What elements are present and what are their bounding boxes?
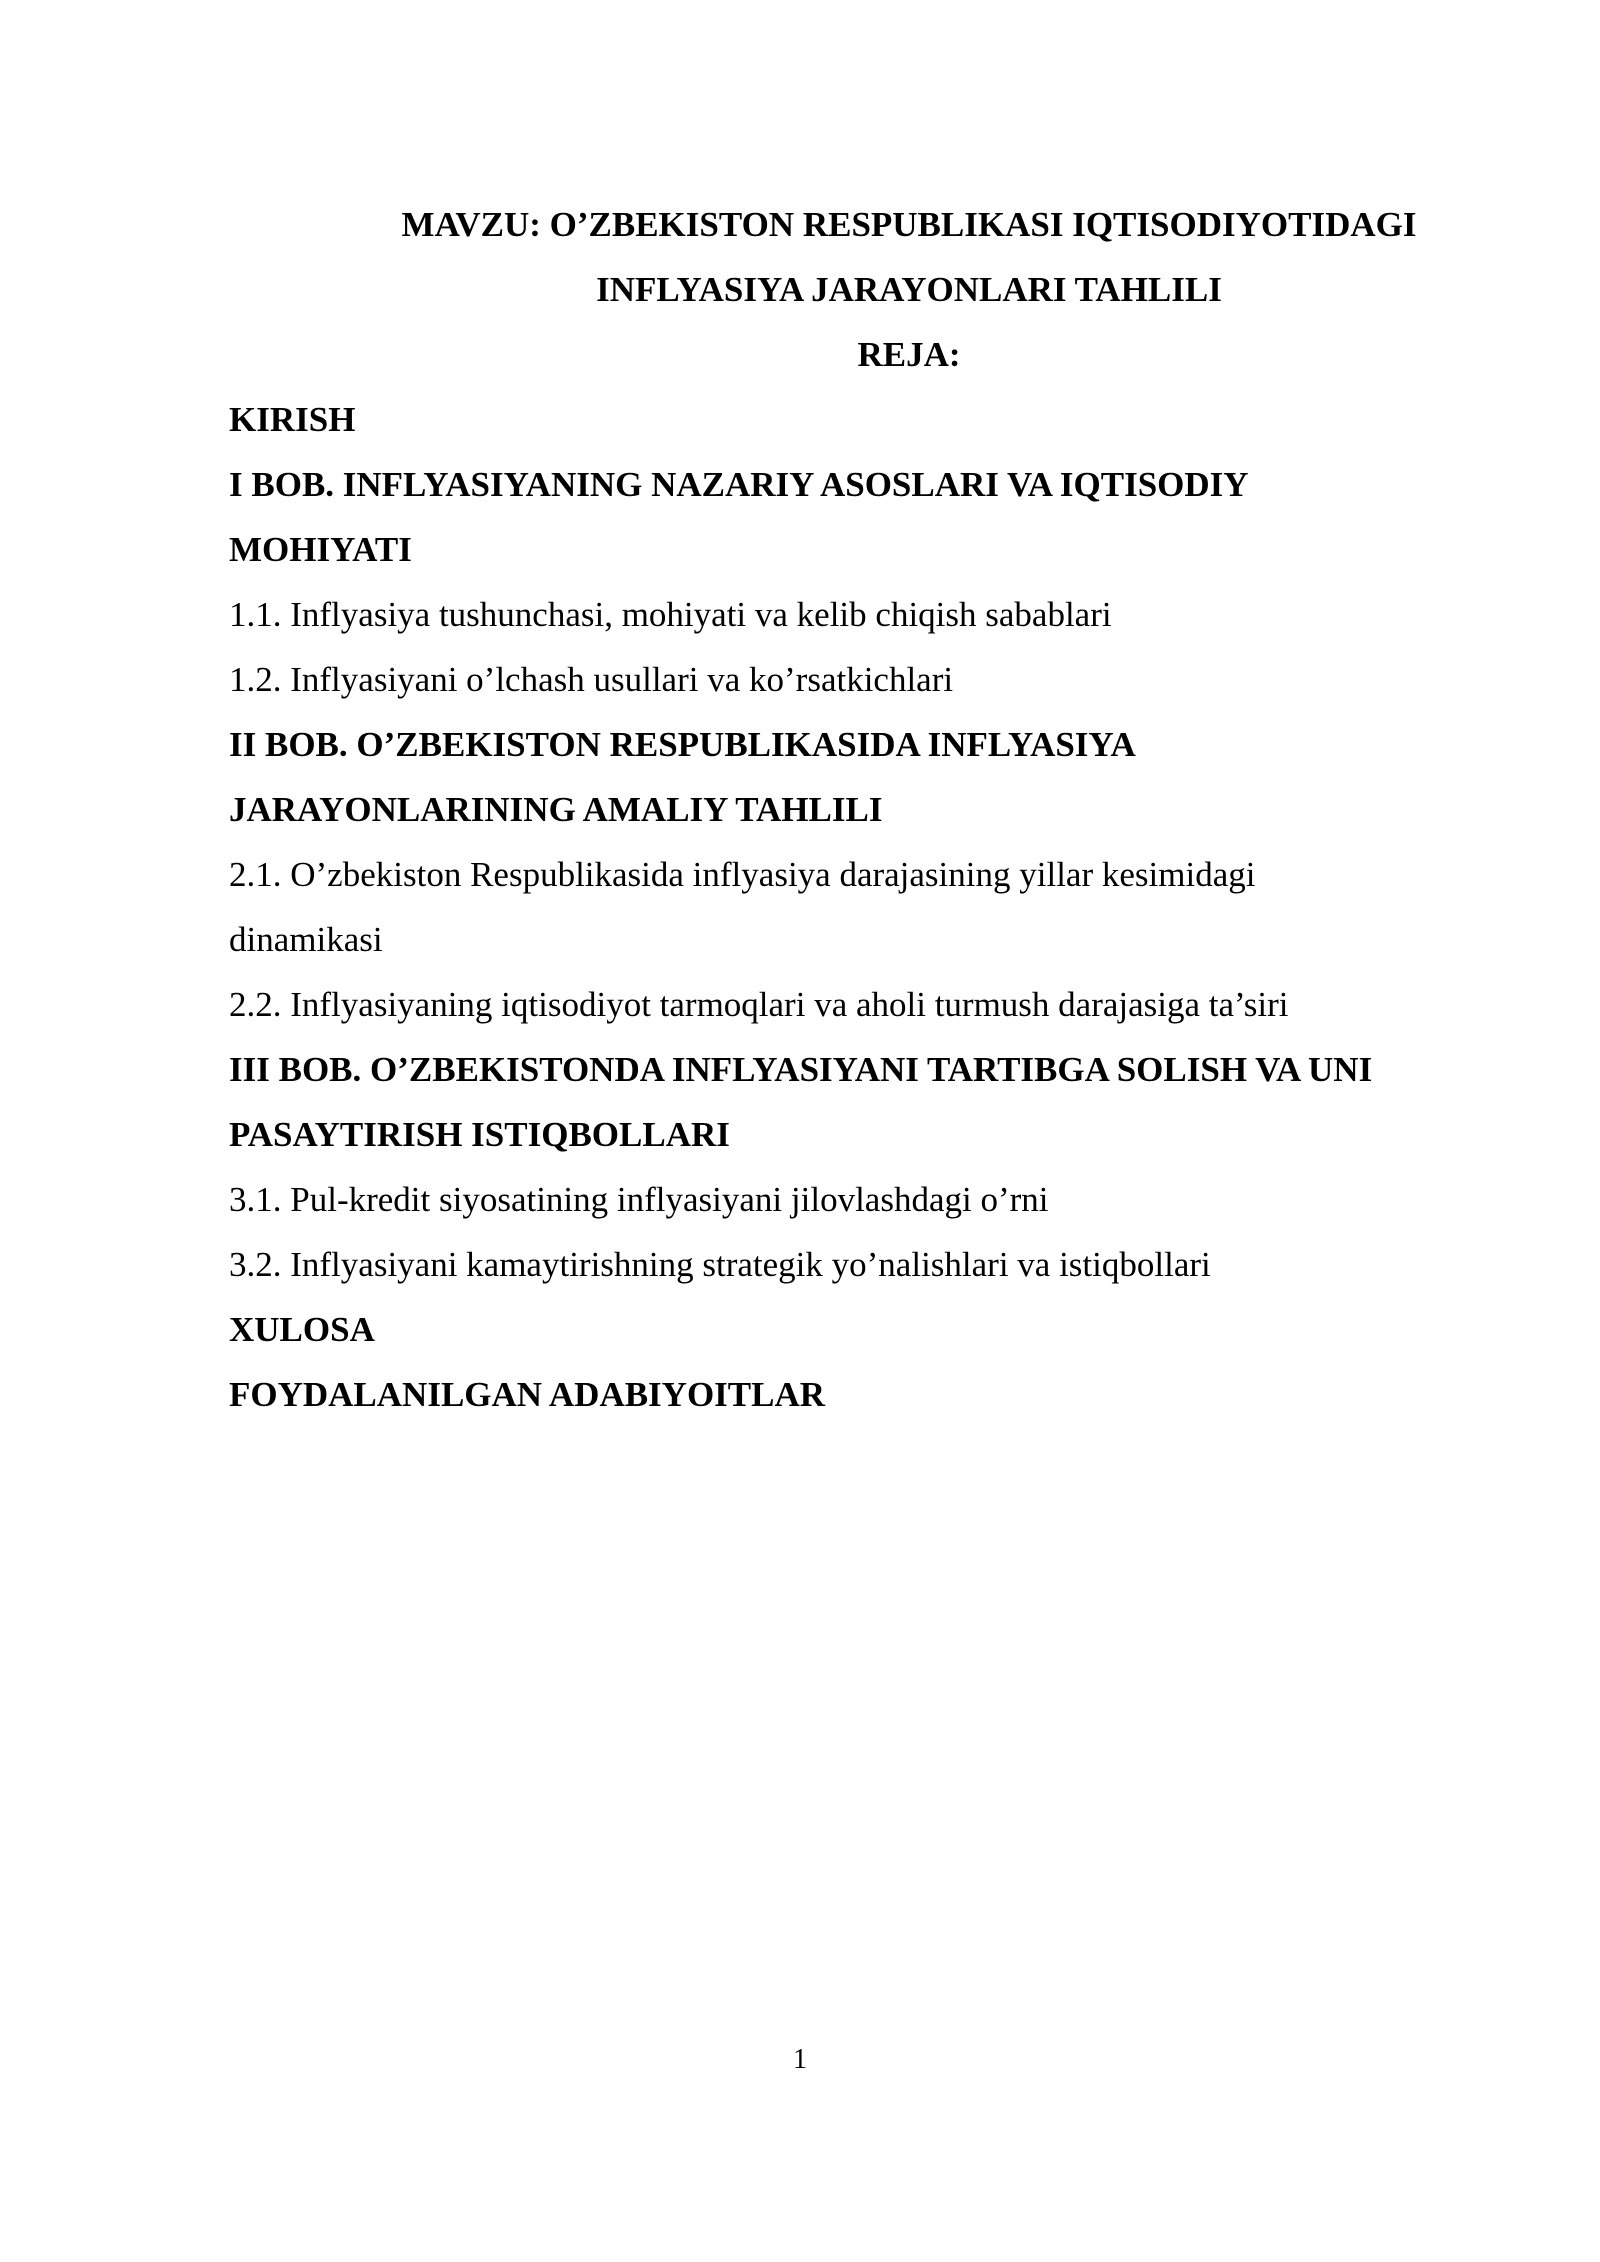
plan-item-intro: KIRISH bbox=[229, 400, 356, 439]
plan-item-chapter-3-line-1: III BOB. O’ZBEKISTONDA INFLYASIYANI TARTIBGA SOLISH VA UNI bbox=[229, 1050, 1373, 1089]
plan-item-chapter-1-line-2: MOHIYATI bbox=[229, 530, 412, 569]
plan-item-section-3-2: 3.2. Inflyasiyani kamaytirishning strategik yo’nalishlari va istiqbollari bbox=[229, 1245, 1211, 1284]
plan-item-section-3-1: 3.1. Pul-kredit siyosatining inflyasiyani jilovlashdagi o’rni bbox=[229, 1180, 1049, 1219]
plan-item-section-1-2: 1.2. Inflyasiyani o’lchash usullari va ko’rsatkichlari bbox=[229, 660, 954, 699]
plan-item-section-2-2: 2.2. Inflyasiyaning iqtisodiyot tarmoqlari va aholi turmush darajasiga ta’siri bbox=[229, 985, 1289, 1024]
title-line-2: INFLYASIYA JARAYONLARI TAHLILI bbox=[596, 270, 1222, 309]
plan-item-chapter-2-line-2: JARAYONLARINING AMALIY TAHLILI bbox=[229, 790, 883, 829]
page-number: 1 bbox=[793, 2044, 807, 2075]
plan-item-section-1-1: 1.1. Inflyasiya tushunchasi, mohiyati va kelib chiqish sabablari bbox=[229, 595, 1112, 634]
plan-item-references: FOYDALANILGAN ADABIYOITLAR bbox=[229, 1375, 826, 1414]
plan-item-chapter-1-line-1: I BOB. INFLYASIYANING NAZARIY ASOSLARI VA IQTISODIY bbox=[229, 465, 1249, 504]
document-content bbox=[229, 192, 1489, 1427]
plan-item-section-2-1-line-2: dinamikasi bbox=[229, 920, 383, 959]
plan-item-conclusion: XULOSA bbox=[229, 1310, 375, 1349]
plan-item-chapter-2-line-1: II BOB. O’ZBEKISTON RESPUBLIKASIDA INFLYASIYA bbox=[229, 725, 1136, 764]
plan-item-chapter-3-line-2: PASAYTIRISH ISTIQBOLLARI bbox=[229, 1115, 730, 1154]
plan-heading: REJA: bbox=[857, 335, 961, 374]
title-line-1: MAVZU: O’ZBEKISTON RESPUBLIKASI IQTISODIYOTIDAGI bbox=[401, 205, 1417, 244]
plan-item-section-2-1-line-1: 2.1. O’zbekiston Respublikasida inflyasiya darajasining yillar kesimidagi bbox=[229, 855, 1256, 894]
